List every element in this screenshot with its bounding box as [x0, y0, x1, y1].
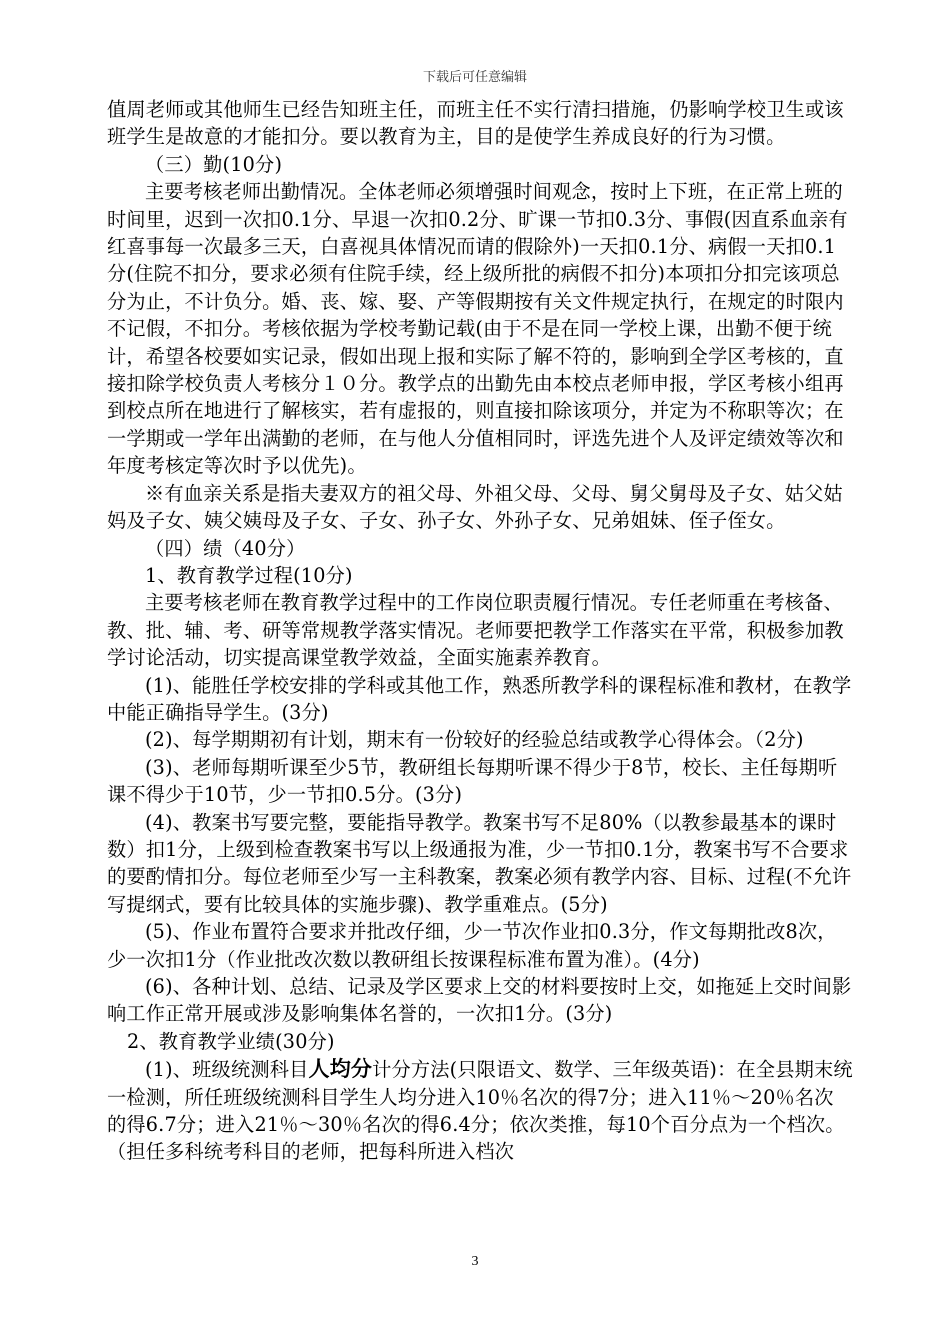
section-heading: （四）绩（40分） [145, 536, 306, 560]
emphasis-text: 人均分 [308, 1056, 373, 1082]
list-item: (5)、作业布置符合要求并批改仔细，少一节次作业扣0.3分，作文每期批改8次，少一次扣1分（作业批改次数以教研组长按课程标准布置为准）。(4分) [107, 920, 837, 971]
page-number: 3 [471, 1254, 479, 1269]
paragraph: 主要考核老师在教育教学过程中的工作岗位职责履行情况。专任老师重在考核备、教、批、辅、考、研等常规教学落实情况。老师要把教学工作落实在平常，积极参加教学讨论活动，切实提高课堂教学效益，全面实施素养教育。 [107, 591, 844, 670]
list-item: (3)、老师每期听课至少5节，教研组长每期听课不得少于8节，校长、主任每期听课不得少于10节，少一节扣0.5分。(3分) [107, 755, 838, 807]
list-item: (4)、教案书写要完整，要能指导教学。教案书写不足80%（以教参最基本的课时数）扣1分，上级到检查教案书写以上级通报为准，少一节扣0.1分，教案书写不合要求的要酌情扣分。每位老师至少写一主科教案，教案必须有教学内容、目标、过程(不允许写提纲式，要有比较具体的实施步骤)、教学重难点。(5分) [107, 810, 852, 916]
subsection-heading: 2、教育教学业绩(30分) [127, 1029, 335, 1053]
paragraph: 值周老师或其他师生已经告知班主任，而班主任不实行清扫措施，仍影响学校卫生或该班学生是故意的才能扣分。要以教育为主，目的是使学生养成良好的行为习惯。 [107, 98, 844, 149]
subsection-heading: 1、教育教学过程(10分) [145, 563, 353, 587]
list-item [107, 1055, 853, 1166]
list-item: (2)、每学期期初有计划，期末有一份较好的经验总结或教学心得体会。（2分) [145, 728, 804, 752]
page-header: 下载后可任意编辑 [422, 70, 527, 85]
paragraph: 主要考核老师出勤情况。全体老师必须增强时间观念，按时上下班，在正常上班的时间里，迟到一次扣0.1分、早退一次扣0.2分、旷课一节扣0.3分、事假(因直系血亲有红喜事每一次最多三天，白喜视具体情况而请的假除外)一天扣0.1分、病假一天扣0.1分(住院不扣分，要求必须有住院手续，经上级所批的病假不扣分)本项扣分扣完该项总分为止，不计负分。婚、丧、嫁、娶、产等假期按有关文件规定执行，在规定的时限内不记假，不扣分。考核依据为学校考勤记载(由于不是在同一学校上课，出勤不便于统计，希望各校要如实记录，假如出现上报和实际了解不符的，影响到全学区考核的，直接扣除学校负责人考核分１０分。教学点的出勤先由本校点老师申报，学区考核小组再到校点所在地进行了解核实，若有虚报的，则直接扣除该项分，并定为不称职等次；在一学期或一学年出满勤的老师，在与他人分值相同时，评选先进个人及评定绩效等次和年度考核定等次时予以优先)。 [107, 180, 848, 478]
document-body [107, 96, 853, 1166]
section-heading: （三）勤(10分) [145, 152, 283, 176]
text-span: (1)、班级统测科目 [145, 1058, 309, 1082]
text-span: 计分方法(只限语文、数学、三年级英语)：在全县期末统一检测，所任班级统测科目学生人均分进入10％名次的得7分；进入11％～20％名次的得6.7分；进入21％～30％名次的得6.4分；依次类推，每10个百分点为一个档次。（担任多科统考科目的老师，把每科所进入档次 [107, 1058, 853, 1164]
list-item: (6)、各种计划、总结、记录及学区要求上交的材料要按时上交，如拖延上交时间影响工作正常开展或涉及影响集体名誉的，一次扣1分。(3分) [107, 975, 852, 1026]
note-paragraph: ※有血亲关系是指夫妻双方的祖父母、外祖父母、父母、舅父舅母及子女、姑父姑妈及子女、姨父姨母及子女、子女、孙子女、外孙子女、兄弟姐妹、侄子侄女。 [107, 481, 843, 533]
list-item: (1)、能胜任学校安排的学科或其他工作，熟悉所教学科的课程标准和教材，在教学中能正确指导学生。(3分) [107, 673, 852, 724]
